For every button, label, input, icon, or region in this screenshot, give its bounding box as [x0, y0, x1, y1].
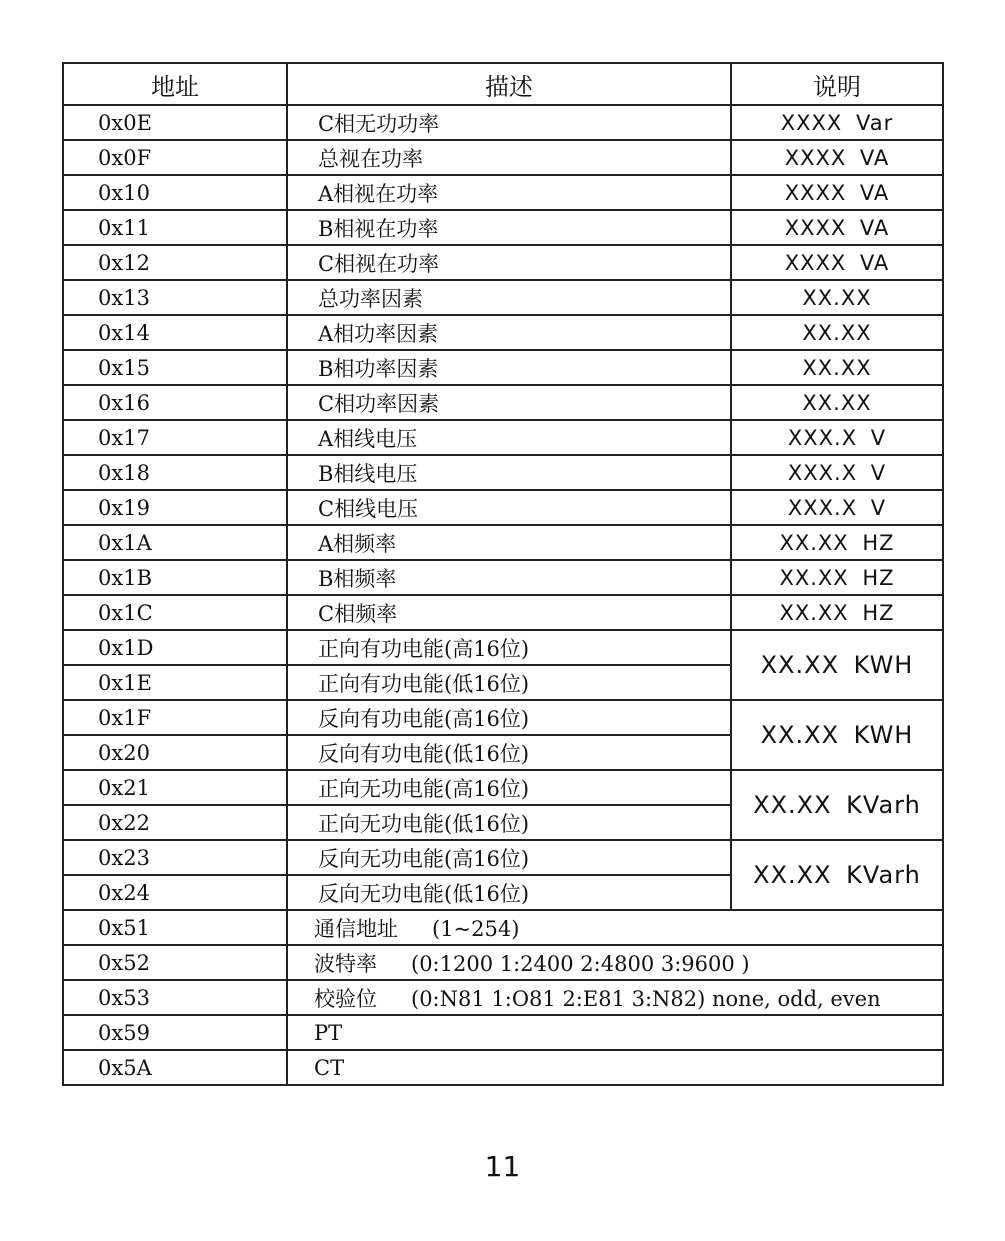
table-row: [63, 175, 943, 210]
register-note: XXXX VA: [731, 210, 943, 245]
register-description: B相功率因素: [287, 350, 731, 385]
register-address: 0x52: [63, 945, 287, 980]
register-description: 反向无功电能(高16位): [287, 840, 731, 875]
register-description: 反向无功电能(低16位): [287, 875, 731, 910]
config-description: [287, 910, 943, 945]
register-address: 0x1B: [63, 560, 287, 595]
table-row: [63, 315, 943, 350]
register-note: XXXX Var: [731, 105, 943, 140]
register-description: A相线电压: [287, 420, 731, 455]
register-address: 0x15: [63, 350, 287, 385]
table-row: [63, 1050, 943, 1085]
register-address: 0x24: [63, 875, 287, 910]
register-address: 0x59: [63, 1015, 287, 1050]
register-description: C相无功功率: [287, 105, 731, 140]
register-address: 0x21: [63, 770, 287, 805]
register-description: A相频率: [287, 525, 731, 560]
table-row: [63, 1015, 943, 1050]
table-row: [63, 525, 943, 560]
register-note: XX.XX: [731, 350, 943, 385]
register-address: 0x12: [63, 245, 287, 280]
register-description: B相线电压: [287, 455, 731, 490]
register-description: 正向无功电能(高16位): [287, 770, 731, 805]
register-description: C相线电压: [287, 490, 731, 525]
config-detail: (0:1200 1:2400 2:4800 3:9600 ): [411, 951, 750, 976]
register-address: 0x22: [63, 805, 287, 840]
register-description: C相功率因素: [287, 385, 731, 420]
register-description: 正向无功电能(低16位): [287, 805, 731, 840]
energy-unit-note: XX.XX KVarh: [731, 840, 943, 910]
register-note: XX.XX: [731, 280, 943, 315]
header-notes: 说明: [731, 63, 943, 105]
table-body: [63, 105, 943, 1085]
table-row: [63, 910, 943, 945]
table-row: [63, 385, 943, 420]
register-note: XXX.X V: [731, 455, 943, 490]
register-address: 0x23: [63, 840, 287, 875]
register-description: 总功率因素: [287, 280, 731, 315]
register-note: XX.XX HZ: [731, 595, 943, 630]
table-row: [63, 105, 943, 140]
register-description: 正向有功电能(高16位): [287, 630, 731, 665]
register-description: B相视在功率: [287, 210, 731, 245]
register-description: 反向有功电能(高16位): [287, 700, 731, 735]
register-description: 反向有功电能(低16位): [287, 735, 731, 770]
config-detail: (1~254): [432, 916, 520, 941]
table-row: [63, 840, 943, 875]
energy-unit-note: XX.XX KWH: [731, 700, 943, 770]
table-row: [63, 700, 943, 735]
table-row: [63, 350, 943, 385]
table-row: [63, 210, 943, 245]
table-row: [63, 455, 943, 490]
table-row: [63, 280, 943, 315]
register-address: 0x19: [63, 490, 287, 525]
register-note: XX.XX HZ: [731, 525, 943, 560]
register-description: 总视在功率: [287, 140, 731, 175]
config-label: PT: [314, 1020, 343, 1045]
table-row: [63, 490, 943, 525]
table-row: [63, 140, 943, 175]
register-address: 0x13: [63, 280, 287, 315]
register-address: 0x1A: [63, 525, 287, 560]
register-address: 0x16: [63, 385, 287, 420]
register-address: 0x51: [63, 910, 287, 945]
register-description: 正向有功电能(低16位): [287, 665, 731, 700]
register-note: XX.XX: [731, 385, 943, 420]
energy-unit-note: XX.XX KVarh: [731, 770, 943, 840]
register-note: XXX.X V: [731, 420, 943, 455]
register-note: XXX.X V: [731, 490, 943, 525]
page-number: 11: [484, 1150, 521, 1183]
config-description: [287, 945, 943, 980]
header-description: 描述: [287, 63, 731, 105]
register-address: 0x1E: [63, 665, 287, 700]
config-description: [287, 1015, 943, 1050]
register-description: B相频率: [287, 560, 731, 595]
config-label: 波特率: [314, 951, 377, 976]
table-row: [63, 595, 943, 630]
register-note: XXXX VA: [731, 245, 943, 280]
config-label: 校验位: [314, 986, 377, 1011]
register-address: 0x10: [63, 175, 287, 210]
register-description: C相视在功率: [287, 245, 731, 280]
register-note: XX.XX: [731, 315, 943, 350]
table-header-row: [63, 63, 943, 105]
register-address: 0x11: [63, 210, 287, 245]
table-row: [63, 560, 943, 595]
register-note: XXXX VA: [731, 140, 943, 175]
register-description: A相功率因素: [287, 315, 731, 350]
register-address: 0x20: [63, 735, 287, 770]
register-table: [62, 62, 944, 1086]
register-note: XXXX VA: [731, 175, 943, 210]
register-description: A相视在功率: [287, 175, 731, 210]
energy-unit-note: XX.XX KWH: [731, 630, 943, 700]
register-address: 0x17: [63, 420, 287, 455]
config-label: 通信地址: [314, 916, 398, 941]
register-description: C相频率: [287, 595, 731, 630]
header-address: 地址: [63, 63, 287, 105]
config-description: [287, 1050, 943, 1085]
table-row: [63, 770, 943, 805]
table-row: [63, 945, 943, 980]
register-note: XX.XX HZ: [731, 560, 943, 595]
register-address: 0x1D: [63, 630, 287, 665]
config-label: CT: [314, 1055, 345, 1080]
register-address: 0x0E: [63, 105, 287, 140]
register-address: 0x5A: [63, 1050, 287, 1085]
register-address: 0x14: [63, 315, 287, 350]
config-detail: (0:N81 1:O81 2:E81 3:N82) none, odd, even: [411, 986, 881, 1011]
register-address: 0x18: [63, 455, 287, 490]
register-address: 0x53: [63, 980, 287, 1015]
config-description: [287, 980, 943, 1015]
table-row: [63, 630, 943, 665]
table-row: [63, 245, 943, 280]
register-address: 0x0F: [63, 140, 287, 175]
register-address: 0x1C: [63, 595, 287, 630]
register-address: 0x1F: [63, 700, 287, 735]
table-row: [63, 420, 943, 455]
table-row: [63, 980, 943, 1015]
